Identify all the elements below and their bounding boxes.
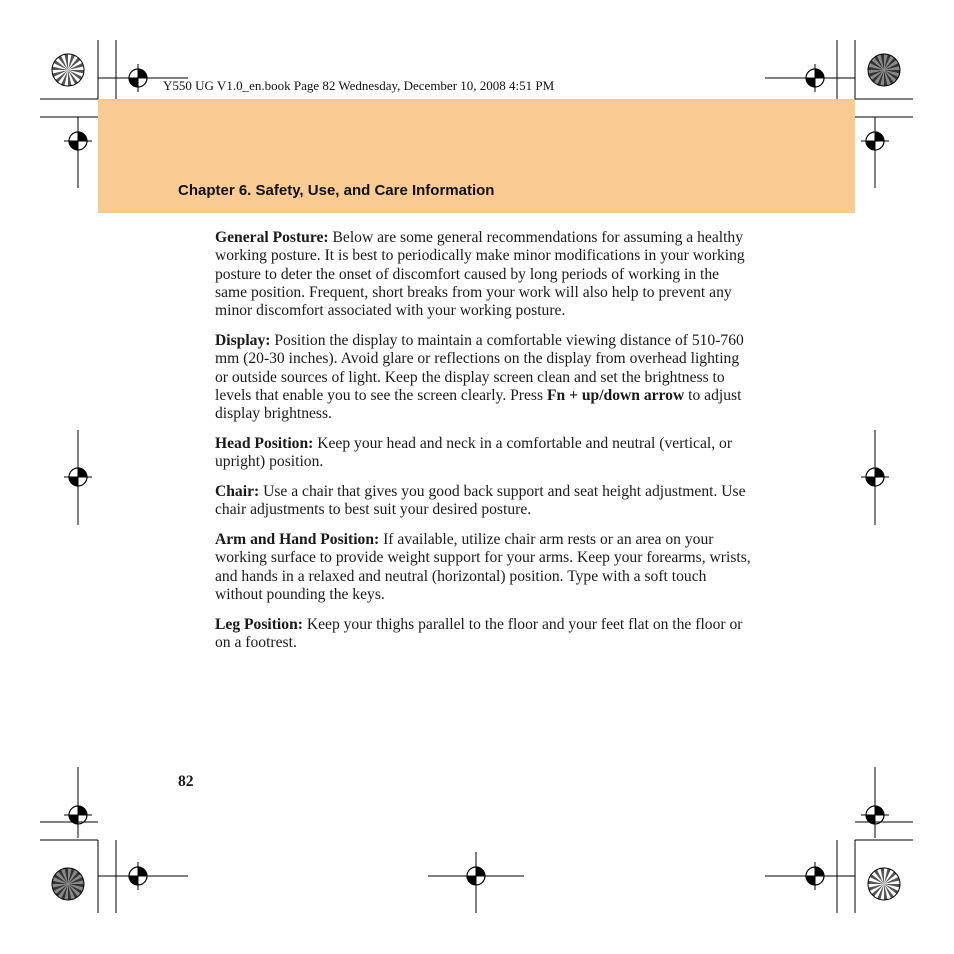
term-general-posture: General Posture: xyxy=(215,229,329,246)
term-chair: Chair: xyxy=(215,483,260,501)
paragraph-head-position xyxy=(215,435,755,472)
text-general-posture: Below are some general recommendations for assuming a healthy working posture. It is best to periodically make minor modifications in your working posture to deter the onset of discomfort caused by long periods of working in the same position. Frequent, short breaks from your work will also help to prevent any minor discomfort associated with your working posture. xyxy=(215,229,745,320)
text-display-before: Position the display to maintain a comfortable viewing distance of 510-760 mm (20-30 inches). Avoid glare or reflections on the display from overhead lighting or outside sources of light. Keep the display screen clean and set the brightness to levels that enable you to see the screen clearly. Press xyxy=(215,331,744,404)
paragraph-display xyxy=(215,332,755,423)
term-leg-position: Leg Position: xyxy=(215,615,303,633)
page-number: 82 xyxy=(178,773,194,790)
chapter-title: Chapter 6. Safety, Use, and Care Information xyxy=(178,182,495,199)
term-head-position: Head Position: xyxy=(215,434,314,452)
paragraph-leg-position xyxy=(215,616,755,653)
text-leg-position: Keep your thighs parallel to the floor and your feet flat on the floor or on a footrest. xyxy=(215,615,743,652)
text-arm-hand-position: If available, utilize chair arm rests or an area on your working surface to provide weight support for your arms. Keep your forearms, wrists, and hands in a relaxed and neutral (horizontal) position. Type with a soft touch without pounding the keys. xyxy=(215,531,751,604)
print-slug-line: Y550 UG V1.0_en.book Page 82 Wednesday, December 10, 2008 4:51 PM xyxy=(163,78,555,93)
chapter-header-band xyxy=(98,99,855,213)
term-arm-hand-position: Arm and Hand Position: xyxy=(215,531,380,549)
paragraph-chair xyxy=(215,483,755,520)
page-body xyxy=(215,229,755,664)
key-combination: Fn + up/down arrow xyxy=(546,386,685,404)
paragraph-arm-hand-position xyxy=(215,531,755,604)
text-chair: Use a chair that gives you good back support and seat height adjustment. Use chair adjustments to best suit your desired posture. xyxy=(215,483,746,519)
term-display: Display: xyxy=(215,331,271,349)
text-display-after: to adjust display brightness. xyxy=(215,386,742,423)
text-head-position: Keep your head and neck in a comfortable and neutral (vertical, or upright) position. xyxy=(215,434,733,471)
paragraph-general-posture xyxy=(215,229,755,320)
